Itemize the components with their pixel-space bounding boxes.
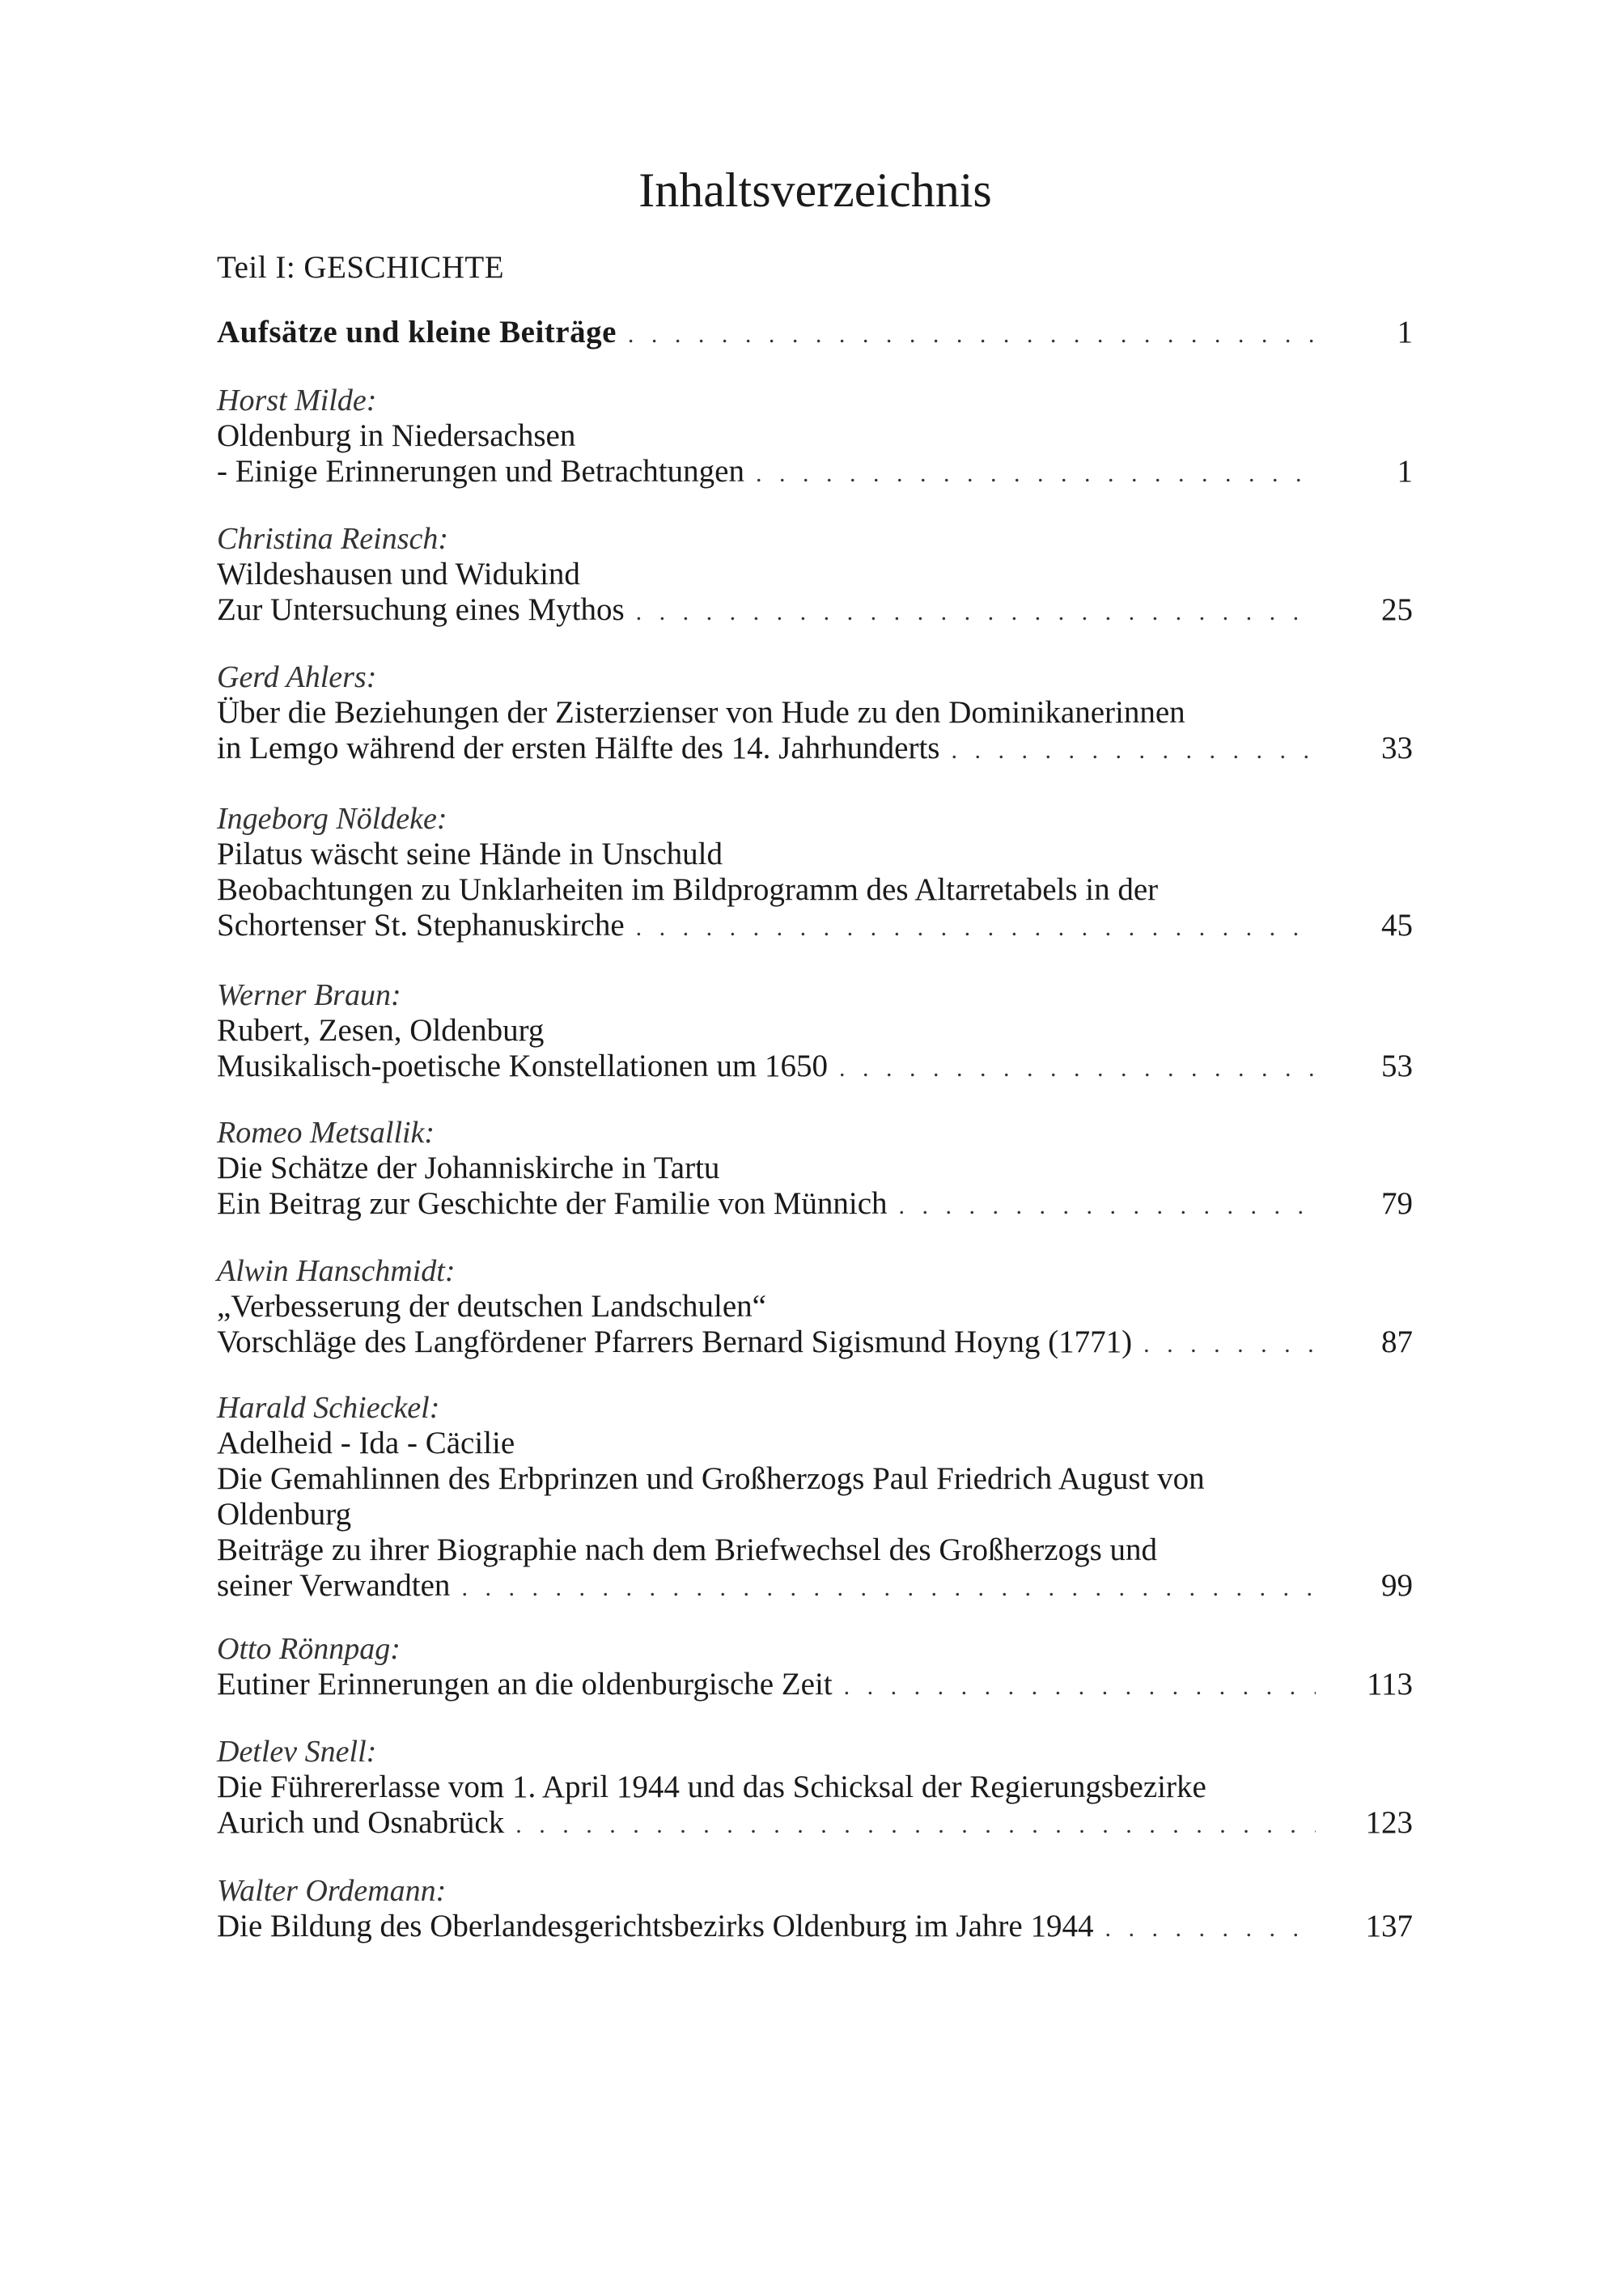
entry-page-number: 99	[1381, 1568, 1413, 1603]
entry-author: Romeo Metsallik:	[217, 1116, 435, 1150]
dot-leader	[1105, 1911, 1316, 1947]
dot-leader	[1143, 1327, 1316, 1363]
entry-page-number: 123	[1365, 1805, 1413, 1840]
dot-leader	[515, 1808, 1316, 1843]
entry-title-text: Aurich und Osnabrück	[217, 1805, 505, 1840]
part-heading: Teil I: GESCHICHTE	[217, 250, 505, 285]
entry-title-text: Ein Beitrag zur Geschichte der Familie von Münnich	[217, 1186, 888, 1221]
toc-entry	[217, 1390, 1413, 1606]
entry-page-number: 53	[1381, 1049, 1413, 1083]
dot-leader	[636, 910, 1316, 946]
entry-author: Otto Rönnpag:	[217, 1632, 401, 1666]
entry-title-line	[217, 454, 1413, 492]
entry-title-text: Musikalisch-poetische Konstellationen um 1650	[217, 1049, 828, 1083]
section-heading-title: Aufsätze und kleine Beiträge	[217, 315, 617, 350]
entry-page-number: 137	[1365, 1909, 1413, 1943]
entry-page-number: 1	[1397, 454, 1413, 489]
toc-entry	[217, 383, 1413, 492]
dot-leader	[636, 595, 1316, 630]
entry-title-line: Beiträge zu ihrer Biographie nach dem Briefwechsel des Großherzogs und	[217, 1532, 1158, 1567]
toc-entry	[217, 977, 1413, 1087]
entry-title-line: Über die Beziehungen der Zisterzienser von Hude zu den Dominikanerinnen	[217, 695, 1185, 730]
entry-author: Werner Braun:	[217, 978, 401, 1012]
toc-entry	[217, 1873, 1413, 1947]
entry-page-number: 79	[1381, 1186, 1413, 1221]
entry-page-number: 25	[1381, 592, 1413, 627]
entry-title-text: in Lemgo während der ersten Hälfte des 14. Jahrhunderts	[217, 731, 940, 765]
entry-title-line	[217, 592, 1413, 630]
entry-title-text: Eutiner Erinnerungen an die oldenburgische Zeit	[217, 1667, 833, 1702]
entry-title-line	[217, 1805, 1413, 1843]
entry-title-line	[217, 1667, 1413, 1705]
entry-title-line	[217, 1325, 1413, 1363]
entry-title-line	[217, 1568, 1413, 1606]
entry-title-line: Oldenburg	[217, 1497, 352, 1532]
entry-author: Ingeborg Nöldeke:	[217, 802, 447, 836]
page-title: Inhaltsverzeichnis	[638, 163, 992, 217]
entry-title-line	[217, 1909, 1413, 1947]
toc-entry	[217, 801, 1413, 946]
entry-author: Gerd Ahlers:	[217, 660, 377, 694]
entry-title-line: Beobachtungen zu Unklarheiten im Bildprogramm des Altarretabels in der	[217, 872, 1159, 907]
entry-page-number: 45	[1381, 908, 1413, 943]
entry-title-line: Pilatus wäscht seine Hände in Unschuld	[217, 837, 723, 871]
entry-title-line	[217, 731, 1413, 769]
toc-entry	[217, 1253, 1413, 1363]
entry-title-line: Die Führererlasse vom 1. April 1944 und das Schicksal der Regierungsbezirke	[217, 1770, 1206, 1804]
entry-author: Christina Reinsch:	[217, 522, 449, 556]
entry-title-line: Wildeshausen und Widukind	[217, 557, 580, 591]
entry-title-text: Die Bildung des Oberlandesgerichtsbezirks Oldenburg im Jahre 1944	[217, 1909, 1094, 1943]
entry-page-number: 87	[1381, 1325, 1413, 1359]
dot-leader	[461, 1570, 1316, 1606]
entry-author: Harald Schieckel:	[217, 1391, 440, 1425]
entry-page-number: 33	[1381, 731, 1413, 765]
section-heading-page: 1	[1397, 315, 1413, 350]
entry-title-line	[217, 1186, 1413, 1224]
entry-title-line	[217, 908, 1413, 946]
dot-leader	[899, 1189, 1316, 1224]
entry-title-line: Rubert, Zesen, Oldenburg	[217, 1013, 545, 1048]
toc-entry	[217, 1115, 1413, 1224]
entry-author: Detlev Snell:	[217, 1735, 377, 1769]
entry-title-text: Schortenser St. Stephanuskirche	[217, 908, 625, 943]
toc-entry	[217, 521, 1413, 630]
toc-entry	[217, 659, 1413, 769]
toc-entry	[217, 1734, 1413, 1843]
entry-author: Horst Milde:	[217, 384, 377, 417]
entry-title-text: Vorschläge des Langfördener Pfarrers Bernard Sigismund Hoyng (1771)	[217, 1325, 1133, 1359]
entry-title-line	[217, 1049, 1413, 1087]
entry-author: Alwin Hanschmidt:	[217, 1254, 456, 1288]
entry-author: Walter Ordemann:	[217, 1874, 447, 1908]
entry-title-text: Zur Untersuchung eines Mythos	[217, 592, 625, 627]
dot-leader	[951, 733, 1316, 769]
toc-entry	[217, 1631, 1413, 1705]
entry-title-line: Adelheid - Ida - Cäcilie	[217, 1426, 515, 1460]
dot-leader	[844, 1669, 1316, 1705]
entry-title-text: seiner Verwandten	[217, 1568, 451, 1603]
dot-leader	[756, 456, 1316, 492]
entry-page-number: 113	[1366, 1667, 1413, 1702]
entry-title-line: Oldenburg in Niedersachsen	[217, 418, 576, 453]
dot-leader	[839, 1051, 1316, 1087]
entry-title-line: Die Gemahlinnen des Erbprinzen und Großherzogs Paul Friedrich August von	[217, 1461, 1205, 1496]
entry-title-text: - Einige Erinnerungen und Betrachtungen	[217, 454, 744, 489]
entry-title-line: „Verbesserung der deutschen Landschulen“	[217, 1289, 766, 1324]
entry-title-line: Die Schätze der Johanniskirche in Tartu	[217, 1151, 720, 1185]
